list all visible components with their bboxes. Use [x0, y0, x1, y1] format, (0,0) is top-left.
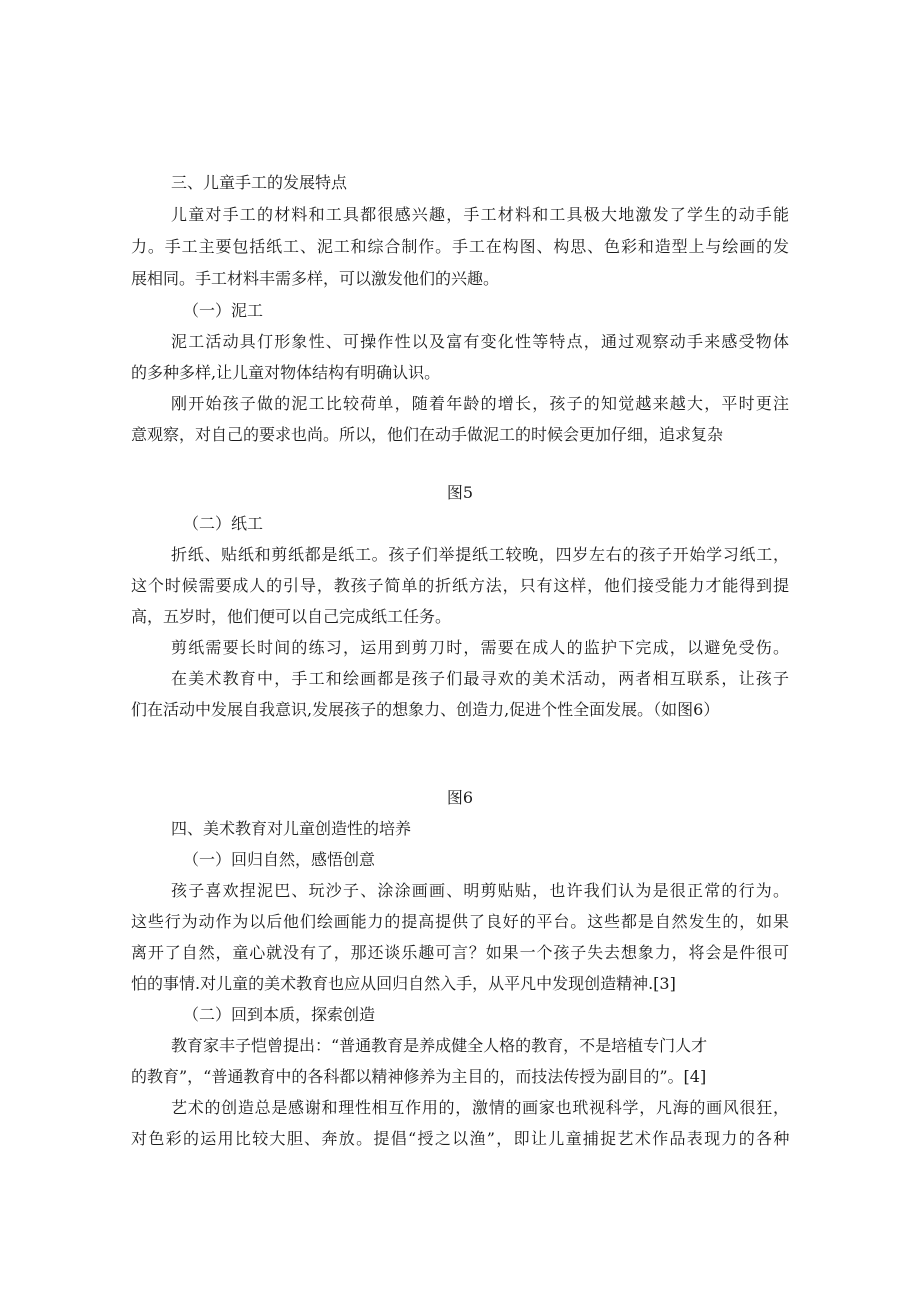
- sub1-line-3: 离开了自然，童心就没有了，那还谈乐趣可言？如果一个孩子失去想象力，将会是件很可: [131, 943, 790, 962]
- section3-heading: 三、儿童手工的发展特点: [171, 173, 348, 192]
- sub2-p2-line-2: 对色彩的运用比较大胆、奔放。提倡“授之以渔”，即让儿童捕捉艺术作品表现力的各种: [131, 1129, 791, 1148]
- paper-heading: （二）纸工: [183, 514, 264, 533]
- sub2-p1-line-1: 教育家丰子恺曾提出：“普通教育是养成健全人格的教育，不是培植专门人才: [171, 1036, 708, 1055]
- clay-heading: （一）泥工: [183, 301, 264, 320]
- paper-p2: 剪纸需要长时间的练习，运用到剪刀时，需要在成人的监护下完成，以避免受伤。: [171, 638, 791, 657]
- clay-p2-line-2: 意观察，对自己的要求也尚。所以，他们在动手做泥工的时候会更加仔细，追求复杂: [131, 425, 724, 444]
- sub1-line-1: 孩子喜欢捏泥巴、玩沙子、涂涂画画、明剪贴贴，也许我们认为是很正常的行为。: [171, 881, 791, 900]
- clay-p2-line-1: 刚开始孩子做的泥工比较荷单，随着年龄的增长，孩子的知觉越来越大，平时更注: [171, 394, 791, 413]
- sub2-heading: （二）回到本质，探索创造: [183, 1005, 376, 1024]
- clay-p1-line-1: 泥工活动具仃形象性、可操作性以及富有变化性等特点，通过观察动手来感受物体: [171, 332, 791, 351]
- paper-p3-line-2: 们在活动中发展自我意识,发展孩子的想象力、创造力,促进个性全面发展。（如图6）: [131, 700, 720, 719]
- paper-p1-line-3: 高，五岁时，他们便可以自己完成纸工任务。: [131, 607, 452, 626]
- sub1-line-2: 这些行为动作为以后他们绘画能力的提高提供了良好的平台。这些都是自然发生的，如果: [131, 912, 790, 931]
- sub1-heading: （一）回归自然，感悟创意: [183, 850, 376, 869]
- figure5-caption: 图5: [446, 483, 474, 502]
- paper-p3-line-1: 在美术教育中，手工和绘画都是孩子们最寻欢的美术活动，两者相互联系，让孩子: [171, 669, 791, 688]
- clay-p1-line-2: 的多种多样,让儿童对物体结构有明确认识。: [131, 363, 441, 382]
- figure6-caption: 图6: [446, 788, 474, 807]
- sub2-p2-line-1: 艺术的创造总是感谢和理性相互作用的，激情的画家也玳视科学，凡海的画风很狂，: [171, 1098, 790, 1117]
- paper-p1-line-1: 折纸、贴纸和剪纸都是纸工。孩子们举提纸工较晚，四岁左右的孩子开始学习纸工，: [171, 545, 790, 564]
- sub2-p1-line-2: 的教育”，“普通教育中的各科都以精神修养为主目的，而技法传授为副目的”。[4]: [131, 1067, 707, 1086]
- paper-p1-line-2: 这个时候需要成人的引导，教孩子简单的折纸方法，只有这样，他们接受能力才能得到提: [131, 576, 790, 595]
- intro-line-2: 力。手工主要包括纸工、泥工和综合制作。手工在构图、构思、色彩和造型上与绘画的发: [131, 237, 790, 256]
- intro-line-1: 儿童对手工的材料和工具都很感兴趣，手工材料和工具极大地激发了学生的动手能: [171, 205, 791, 224]
- sub1-line-4: 怕的事情.对儿童的美术教育也应从回归自然入手，从平凡中发现创造精神.[3]: [131, 974, 676, 993]
- section4-heading: 四、美术教育对儿童创造性的培养: [171, 819, 412, 838]
- intro-line-3: 展相同。手工材料丰需多样，可以激发他们的兴趣。: [131, 269, 500, 288]
